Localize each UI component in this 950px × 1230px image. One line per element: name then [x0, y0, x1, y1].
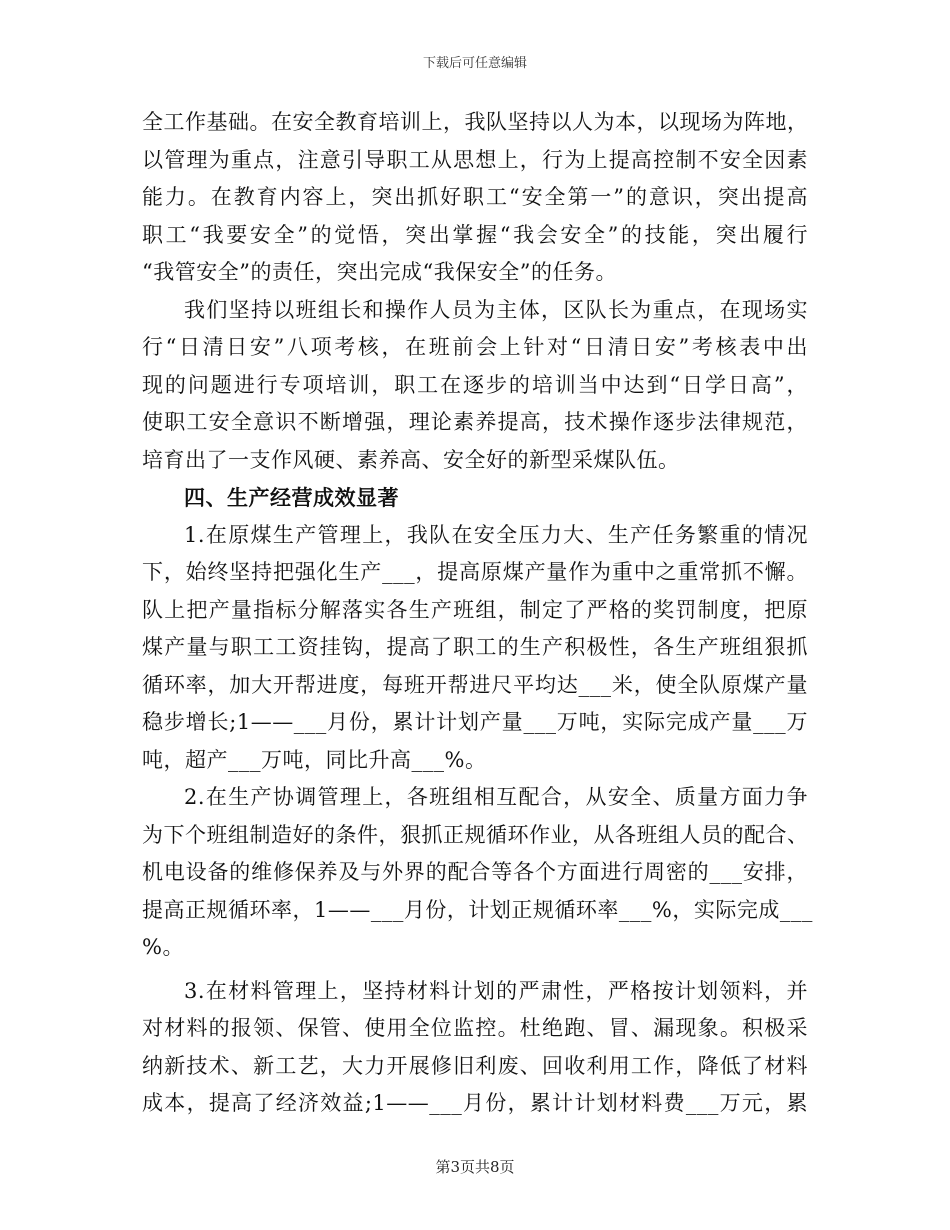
text-line: 下，始终坚持把强化生产___，提高原煤产量作为重中之重常抓不懈。	[142, 560, 808, 584]
text-line: 循环率，加大开帮进度，每班开帮进尺平均达___米，使全队原煤产量	[142, 672, 808, 697]
paragraph-team-leaders	[142, 292, 808, 480]
text-line: 职工“我要安全”的觉悟，突出掌握“我会安全”的技能，突出履行	[142, 222, 808, 247]
text-line: 全工作基础。在安全教育培训上，我队坚持以人为本，以现场为阵地，	[142, 110, 809, 134]
text-line: 机电设备的维修保养及与外界的配合等各个方面进行周密的___安排，	[142, 860, 808, 884]
text-line: 行“日清日安”八项考核，在班前会上针对“日清日安”考核表中出	[142, 335, 808, 359]
text-line: 2.在生产协调管理上，各班组相互配合，从安全、质量方面力争	[184, 785, 808, 809]
text-line: 我们坚持以班组长和操作人员为主体，区队长为重点，在现场实	[184, 297, 808, 322]
text-line: “我管安全”的责任，突出完成“我保安全”的任务。	[142, 260, 617, 284]
text-line: 提高正规循环率，1——___月份，计划正规循环率___%，实际完成___	[142, 897, 813, 922]
text-line: 对材料的报领、保管、使用全位监控。杜绝跑、冒、漏现象。积极采	[142, 1016, 808, 1040]
text-line: 吨，超产___万吨，同比升高___%。	[142, 747, 487, 772]
paragraph-materials-management	[142, 973, 808, 1123]
text-line: 使职工安全意识不断增强，理论素养提高，技术操作逐步法律规范，	[142, 410, 808, 434]
text-line: 现的问题进行专项培训，职工在逐步的培训当中达到“日学日高”，	[142, 372, 808, 397]
text-line: 为下个班组制造好的条件，狠抓正规循环作业，从各班组人员的配合、	[142, 822, 809, 847]
text-line: 1.在原煤生产管理上，我队在安全压力大、生产任务繁重的情况	[184, 522, 808, 547]
text-line: 成本，提高了经济效益;1——___月份，累计计划材料费___万元，累	[142, 1091, 808, 1115]
text-line: 煤产量与职工工资挂钩，提高了职工的生产积极性，各生产班组狠抓	[142, 635, 808, 659]
section-heading: 四、生产经营成效显著	[184, 485, 399, 510]
text-line: 稳步增长;1——___月份，累计计划产量___万吨，实际完成产量___万	[142, 710, 808, 734]
paragraph-safety-training	[142, 104, 808, 292]
page-header: 下载后可任意编辑	[422, 56, 527, 71]
paragraph-coal-production	[142, 517, 808, 780]
paragraph-production-coordination	[142, 779, 813, 967]
text-line: 队上把产量指标分解落实各生产班组，制定了严格的奖罚制度，把原	[142, 597, 808, 622]
page-number: 第3页共8页	[435, 1158, 515, 1176]
document-body	[142, 104, 813, 1123]
text-line: 3.在材料管理上，坚持材料计划的严肃性，严格按计划领料，并	[184, 978, 808, 1003]
text-line: 培育出了一支作风硬、素养高、安全好的新型采煤队伍。	[142, 447, 680, 472]
text-line: 纳新技术、新工艺，大力开展修旧利废、回收利用工作，降低了材料	[142, 1053, 808, 1078]
text-line: 以管理为重点，注意引导职工从思想上，行为上提高控制不安全因素	[142, 147, 808, 172]
text-line: %。	[142, 935, 184, 959]
text-line: 能力。在教育内容上，突出抓好职工“安全第一”的意识，突出提高	[142, 185, 808, 209]
